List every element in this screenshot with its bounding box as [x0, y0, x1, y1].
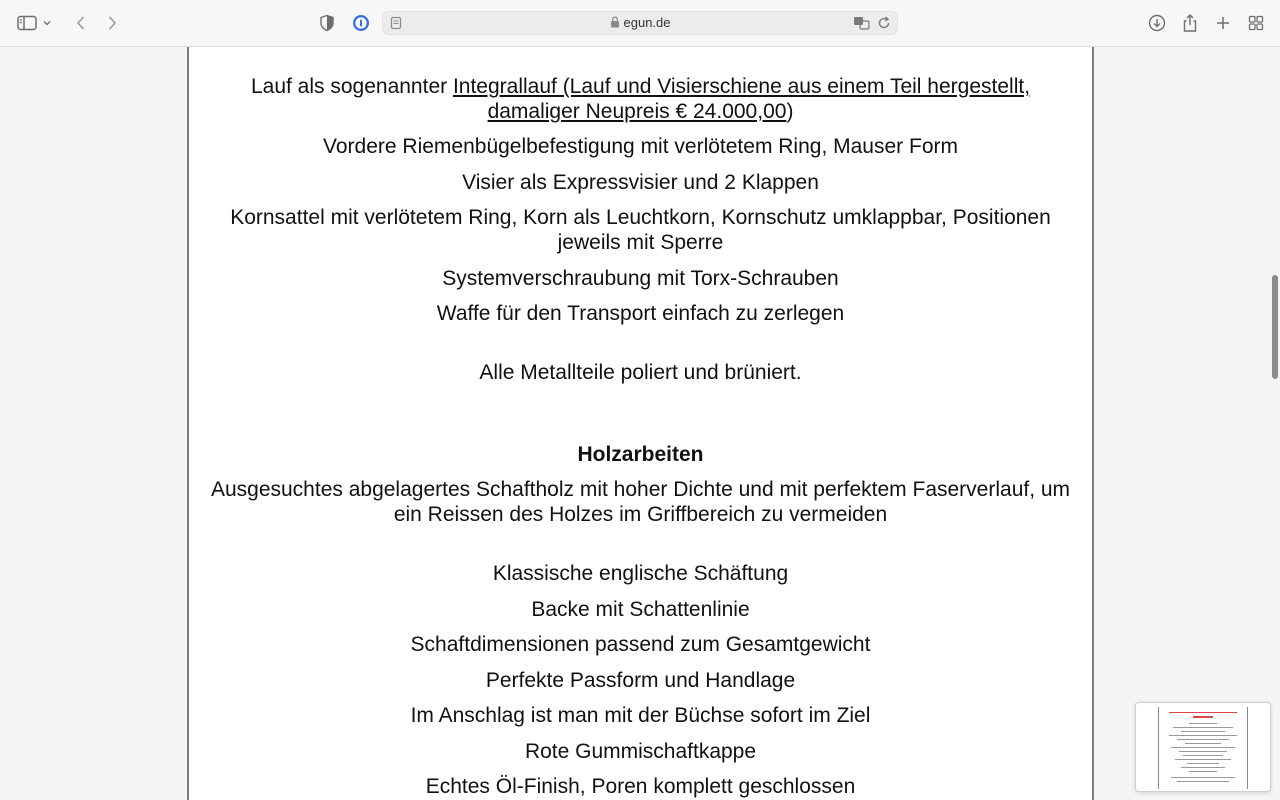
wood-intro-line: ein Reissen des Holzes im Griffbereich zu vermeiden [393, 503, 888, 526]
page-thumbnail-preview[interactable] [1135, 702, 1271, 792]
metal-finish-note: Alle Metallteile poliert und brüniert. [479, 361, 802, 384]
wood-intro-line: Ausgesuchtes abgelagertes Schaftholz mit hoher Dichte und mit perfektem Faserverlauf, um [210, 478, 1071, 501]
url-actions [853, 15, 891, 31]
back-arrow-icon[interactable] [69, 11, 93, 35]
wood-feature-line: Klassische englische Schäftung [492, 562, 789, 585]
feature-line: Visier als Expressvisier und 2 Klappen [462, 171, 819, 194]
shield-icon[interactable] [315, 11, 339, 35]
wood-feature-line: Im Anschlag ist man mit der Büchse sofort im Ziel [410, 704, 871, 727]
chevron-down-icon[interactable] [40, 11, 54, 35]
feature-line: jeweils mit Sperre [557, 231, 724, 254]
feature-line: Systemverschraubung mit Torx-Schrauben [442, 267, 839, 290]
url-text: egun.de [623, 15, 671, 30]
share-icon[interactable] [1178, 11, 1202, 35]
feature-line: Kornsattel mit verlötetem Ring, Korn als Leuchtkorn, Kornschutz umklappbar, Positionen [230, 206, 1051, 229]
description-line: damaliger Neupreis € 24.000,00) [487, 100, 794, 123]
page-viewport [0, 47, 1280, 800]
listing-description [187, 47, 1094, 800]
translate-icon[interactable] [853, 15, 871, 31]
wood-feature-line: Echtes Öl-Finish, Poren komplett geschlossen [425, 775, 856, 798]
address-bar[interactable] [382, 11, 898, 35]
forward-arrow-icon[interactable] [100, 11, 124, 35]
integrallauf-link-part1[interactable]: Integrallauf (Lauf und Visierschiene aus einem Teil hergestellt, [452, 75, 1031, 98]
lock-icon [610, 13, 620, 25]
tab-overview-icon[interactable] [1244, 11, 1268, 35]
new-tab-icon[interactable] [1211, 11, 1235, 35]
sidebar-toggle-icon[interactable] [15, 11, 39, 35]
section-heading-holzarbeiten: Holzarbeiten [577, 443, 704, 466]
vertical-scrollbar-thumb[interactable] [1272, 275, 1278, 379]
wood-feature-line: Rote Gummischaftkappe [524, 740, 757, 763]
password-manager-icon[interactable] [349, 11, 373, 35]
download-icon[interactable] [1145, 11, 1169, 35]
description-line: Lauf als sogenannter Integrallauf (Lauf und Visierschiene aus einem Teil hergestellt, [250, 75, 1031, 98]
feature-line: Vordere Riemenbügelbefestigung mit verlötetem Ring, Mauser Form [323, 135, 958, 158]
wood-feature-line: Schaftdimensionen passend zum Gesamtgewicht [410, 633, 871, 656]
wood-feature-line: Backe mit Schattenlinie [531, 598, 750, 621]
url-display[interactable] [383, 12, 897, 34]
browser-toolbar [0, 0, 1280, 47]
reload-icon[interactable] [877, 15, 891, 31]
feature-line: Waffe für den Transport einfach zu zerlegen [436, 302, 845, 325]
thumbnail-page [1158, 707, 1248, 789]
integrallauf-link-part2[interactable]: damaliger Neupreis € 24.000,00 [487, 100, 787, 123]
wood-feature-line: Perfekte Passform und Handlage [485, 669, 796, 692]
